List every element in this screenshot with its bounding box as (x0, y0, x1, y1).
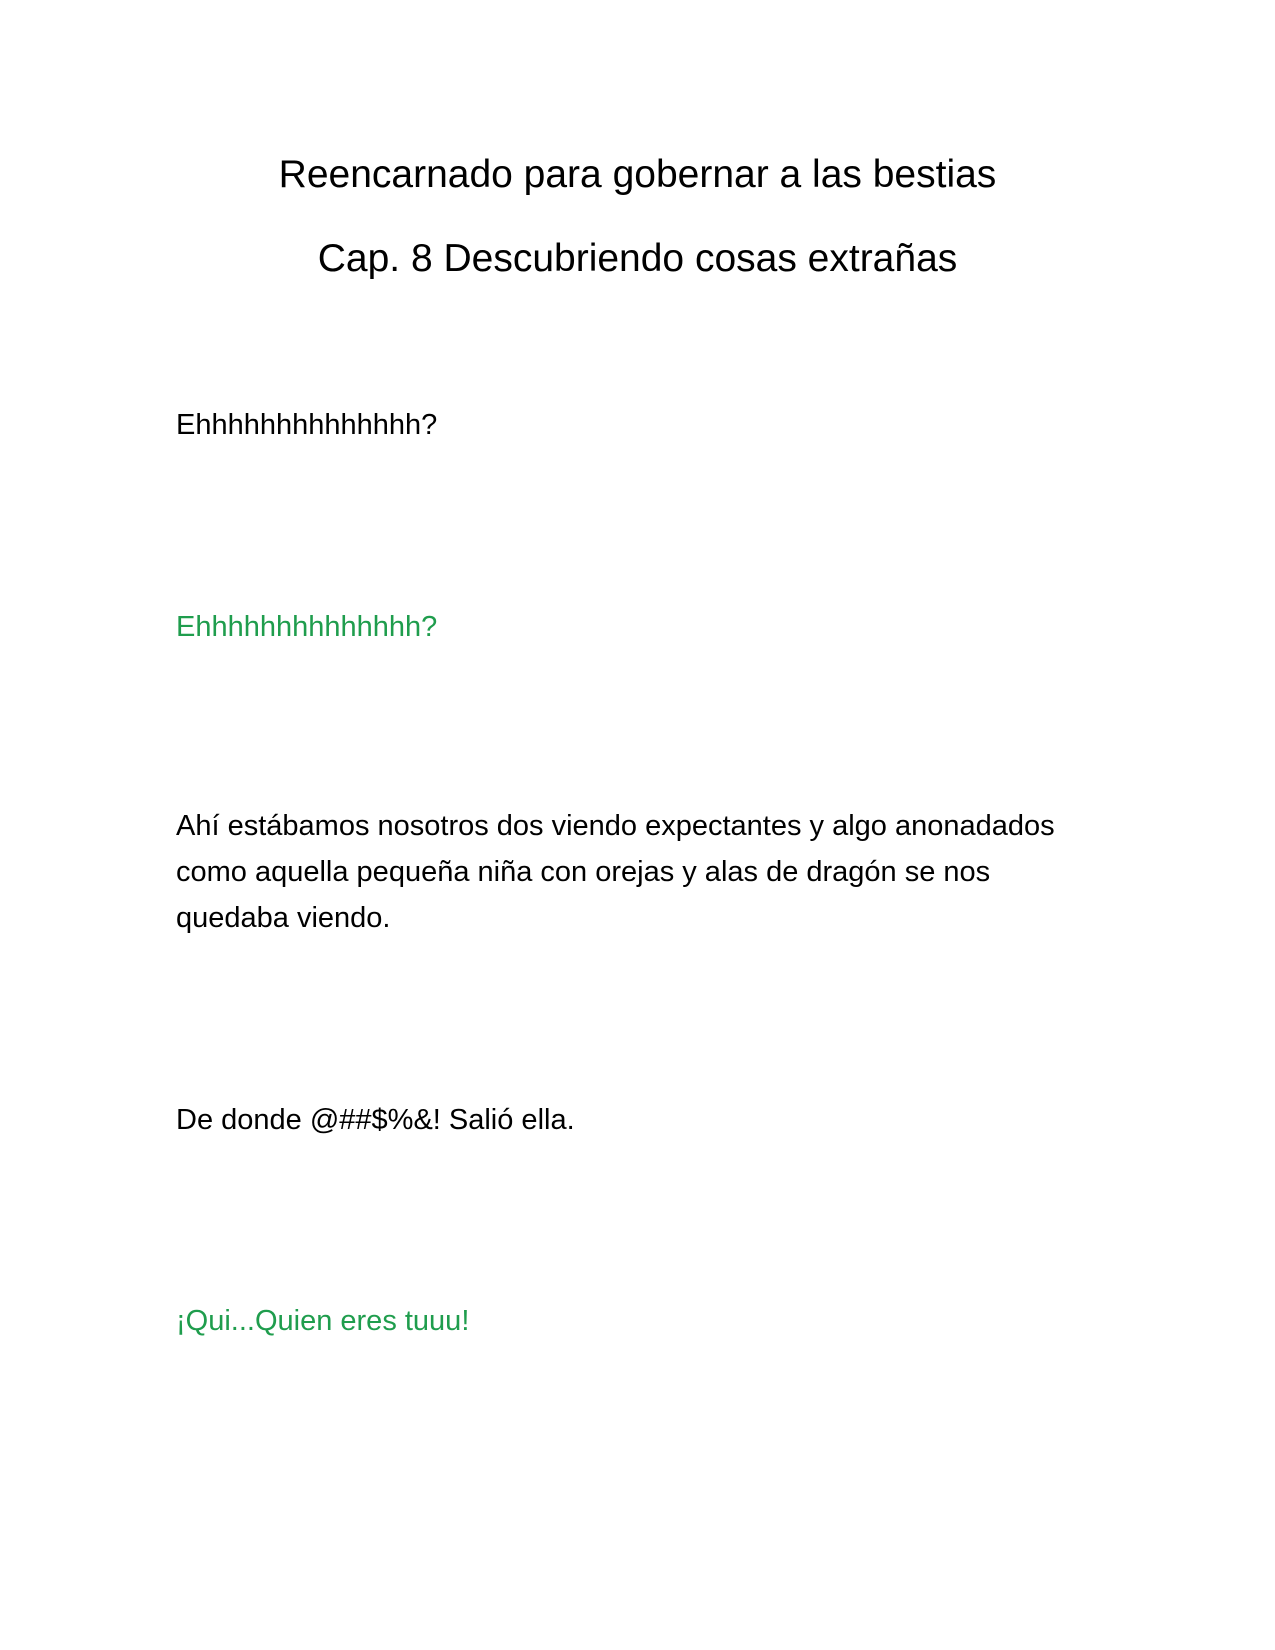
paragraph-narration: Ahí estábamos nosotros dos viendo expectantes y algo anonadados como aquella pequeña niña con orejas y alas de dragón se nos quedaba viendo. (176, 810, 1055, 934)
paragraph-dialogue-exclamation: Ehhhhhhhhhhhhhh? (176, 611, 438, 643)
paragraph-thought: De donde @##$%&! Salió ella. (176, 1104, 575, 1136)
chapter-heading: Cap. 8 Descubriendo cosas extrañas (317, 237, 958, 280)
paragraph-exclamation: Ehhhhhhhhhhhhhh? (176, 409, 438, 441)
paragraph-dialogue-question: ¡Qui...Quien eres tuuu! (176, 1305, 470, 1337)
document-title: Reencarnado para gobernar a las bestias (278, 153, 997, 196)
